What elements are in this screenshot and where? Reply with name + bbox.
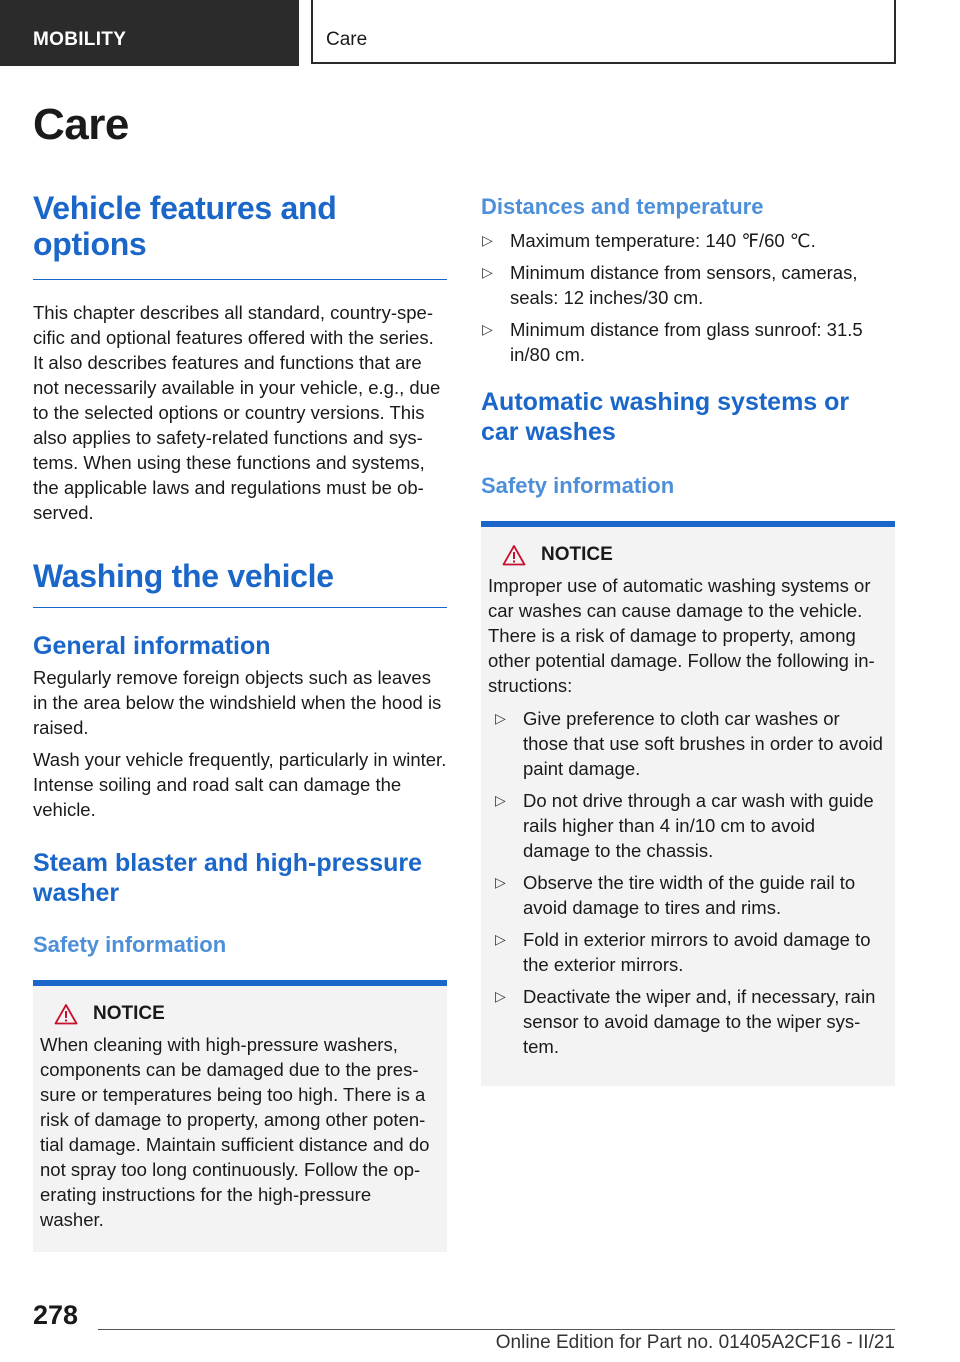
bullet-triangle-icon: ▷ xyxy=(495,931,506,947)
list-item: ▷ Give preference to cloth car washes or those that use soft brushes in order to avoid paint damage. xyxy=(495,708,883,779)
list-item: ▷ Fold in exterior mirrors to avoid damage to the exterior mirrors. xyxy=(495,929,871,975)
notice-list xyxy=(494,706,887,1059)
list-item: ▷ Maximum temperature: 140 ℉/60 ℃. xyxy=(482,230,816,251)
bullet-triangle-icon: ▷ xyxy=(482,232,493,248)
notice-text: When cleaning with high-pressure washers, components can be damaged due to the pressure or temperatures being too high. There is a risk of damage to property, among other potential damage. Maintain sufficient distance and do not spray too long continuously. Follow the operating instructions for the high-pressure washer. xyxy=(40,1034,430,1230)
heading-steam-blaster: Steam blaster and high-pressure washer xyxy=(33,849,423,907)
paragraph-general-1: Regularly remove foreign objects such as leaves in the area below the windshield when the hood is raised. xyxy=(33,667,442,738)
page-number: 278 xyxy=(33,1300,79,1330)
heading-general-information: General information xyxy=(33,632,271,660)
heading-rule xyxy=(33,607,447,608)
list-item: ▷ Observe the tire width of the guide rail to avoid damage to tires and rims. xyxy=(495,872,856,918)
heading-vehicle-features: Vehicle features and options xyxy=(33,190,337,262)
chapter-tab: Care xyxy=(311,0,896,64)
distances-list xyxy=(481,228,895,367)
edition-info: Online Edition for Part no. 01405A2CF16 - II/21 xyxy=(495,1332,895,1353)
list-item: ▷ Do not drive through a car wash with guide rails higher than 4 in/10 cm to avoid damage to the chassis. xyxy=(495,790,874,861)
page-footer xyxy=(0,1300,960,1362)
bullet-triangle-icon: ▷ xyxy=(495,792,506,808)
paragraph-features: This chapter describes all standard, country-specific and optional features offered with the series. It also describes features and functions that are not necessarily available in your vehicle, e.g., due to the selected options or country versions. This also applies to safety-related functions and systems. When using these functions and systems, the applicable laws and regulations must be observed. xyxy=(33,302,441,523)
paragraph-general-2: Wash your vehicle frequently, particularly in winter. Intense soiling and road salt can damage the vehicle. xyxy=(33,749,447,820)
bullet-triangle-icon: ▷ xyxy=(482,321,493,337)
page-title: Care xyxy=(33,100,129,149)
notice-title xyxy=(488,543,887,567)
bullet-triangle-icon: ▷ xyxy=(482,264,493,280)
bullet-triangle-icon: ▷ xyxy=(495,874,506,890)
heading-distances-temperature: Distances and temperature xyxy=(481,194,764,219)
list-item: ▷ Minimum distance from glass sunroof: 31.5 in/80 cm. xyxy=(482,319,863,365)
notice-box xyxy=(481,521,895,1086)
notice-text: Improper use of automatic washing systems or car washes can cause damage to the vehicle. There is a risk of damage to property, among other potential damage. Follow the following instructions: xyxy=(488,575,875,696)
warning-triangle-icon xyxy=(54,1003,78,1025)
heading-automatic-washing: Automatic washing systems or car washes xyxy=(481,388,850,446)
notice-box xyxy=(33,980,447,1252)
right-column xyxy=(481,190,895,1086)
list-item: ▷ Minimum distance from sensors, cameras, seals: 12 inches/30 cm. xyxy=(482,262,858,308)
section-tab: MOBILITY xyxy=(0,0,299,66)
page-header xyxy=(0,0,960,66)
bullet-triangle-icon: ▷ xyxy=(495,988,506,1004)
heading-washing-vehicle: Washing the vehicle xyxy=(33,558,334,594)
bullet-triangle-icon: ▷ xyxy=(495,710,506,726)
notice-label: NOTICE xyxy=(93,1003,165,1024)
warning-triangle-icon xyxy=(502,544,526,566)
heading-rule xyxy=(33,279,447,280)
left-column xyxy=(33,190,447,1252)
heading-safety-information: Safety information xyxy=(481,473,675,498)
notice-title xyxy=(40,1002,439,1026)
footer-rule xyxy=(98,1329,895,1330)
notice-label: NOTICE xyxy=(541,544,613,565)
list-item: ▷ Deactivate the wiper and, if necessary, rain sensor to avoid damage to the wiper system. xyxy=(495,986,876,1057)
heading-safety-information: Safety information xyxy=(33,932,227,957)
